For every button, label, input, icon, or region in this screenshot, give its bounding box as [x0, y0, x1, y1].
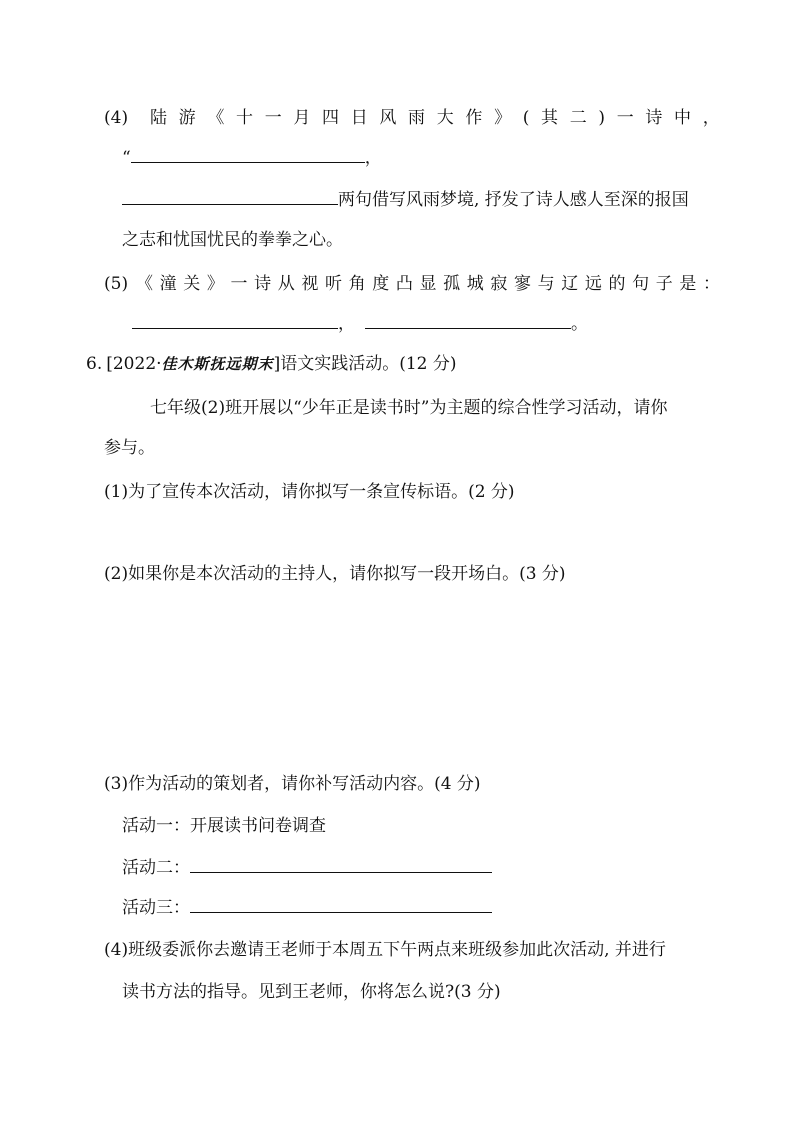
q4-line1 [150, 110, 720, 127]
char: 十 [236, 108, 254, 128]
char: 《 [136, 274, 153, 294]
q6-header [86, 356, 457, 373]
char: 关 [183, 274, 201, 294]
char: 诗 [254, 274, 272, 294]
char: 寥 [514, 274, 531, 294]
comma: ， [364, 148, 382, 168]
activity-2-label: 活动二： [122, 858, 190, 878]
char: 视 [301, 274, 319, 294]
char: 二 [569, 108, 587, 128]
char: 日 [350, 108, 368, 128]
char: 凸 [395, 274, 413, 294]
char: 诗 [645, 108, 663, 128]
char: 从 [277, 274, 295, 294]
char: 作 [465, 108, 483, 128]
answer-blank[interactable] [365, 327, 571, 329]
q6-sub3: (3)作为活动的策划者，请你补写活动内容。(4 分) [104, 774, 481, 794]
char: 度 [372, 274, 390, 294]
char: ) [598, 108, 606, 128]
char: 《 [207, 108, 225, 128]
q4-number: (4) [104, 108, 129, 128]
char: 中 [674, 108, 692, 128]
char: 远 [584, 274, 602, 294]
char: 是 [679, 274, 697, 294]
q6-sub2: (2)如果你是本次活动的主持人，请你拟写一段开场白。(3 分) [104, 564, 566, 584]
char: 游 [178, 108, 196, 128]
q5-line1 [136, 276, 720, 293]
answer-blank[interactable] [190, 871, 492, 873]
answer-blank[interactable] [132, 327, 338, 329]
char: 潼 [159, 274, 177, 294]
char: 风 [379, 108, 397, 128]
char: 月 [293, 108, 311, 128]
open-quote: “ [122, 148, 131, 168]
q6-sub1: (1)为了宣传本次活动，请你拟写一条宣传标语。(2 分) [104, 482, 515, 502]
source-close: ] [273, 354, 281, 374]
q6-sub4-line2: 读书方法的指导。见到王老师，你将怎么说?(3 分) [122, 982, 501, 1002]
answer-blank[interactable] [131, 161, 365, 163]
char: 的 [608, 274, 626, 294]
char: 城 [466, 274, 484, 294]
char: 一 [616, 108, 634, 128]
q4-line3-text: 两句借写风雨梦境, 抒发了诗人感人至深的报国 [338, 190, 689, 210]
q6-intro-line2: 参与。 [104, 438, 155, 458]
char: 子 [655, 274, 673, 294]
activity-3 [122, 900, 492, 917]
q5-number: (5) [104, 274, 129, 294]
char: ： [703, 274, 720, 294]
activity-2 [122, 860, 492, 877]
char: 一 [230, 274, 248, 294]
char: 听 [325, 274, 342, 294]
q6-intro-line1: 七年级(2)班开展以“少年正是读书时”为主题的综合性学习活动，请你 [150, 398, 668, 418]
period: 。 [571, 314, 588, 334]
char: 寂 [490, 274, 508, 294]
q6-number: 6. [86, 354, 103, 374]
char: 》 [494, 108, 512, 128]
comma: ， [338, 314, 355, 334]
char: 孤 [443, 274, 461, 294]
activity-3-label: 活动三： [122, 898, 190, 918]
activity-1: 活动一：开展读书问卷调查 [122, 816, 326, 836]
q4-line4: 之志和忧国忧民的拳拳之心。 [122, 230, 343, 250]
source-open: [2022· [106, 354, 162, 374]
char: 其 [541, 108, 559, 128]
q4-line3 [122, 192, 689, 209]
answer-blank[interactable] [190, 911, 492, 913]
char: 一 [264, 108, 282, 128]
char: 辽 [561, 274, 579, 294]
q5-line2 [132, 316, 588, 333]
char: 大 [436, 108, 454, 128]
char: 角 [348, 274, 366, 294]
char: 陆 [150, 108, 167, 128]
char: 句 [632, 274, 650, 294]
char: 显 [419, 274, 437, 294]
char: 》 [206, 274, 224, 294]
char: 四 [322, 108, 340, 128]
char: ， [702, 108, 720, 128]
q4-line2 [122, 150, 382, 167]
q6-sub4-line1: (4)班级委派你去邀请王老师于本周五下午两点来班级参加此次活动, 并进行 [104, 940, 666, 960]
q6-title: 语文实践活动。(12 分) [280, 354, 457, 374]
char: 雨 [408, 108, 426, 128]
source-label: 佳木斯抚远期末 [161, 355, 274, 373]
answer-blank[interactable] [122, 203, 338, 205]
char: 与 [537, 274, 555, 294]
char: ( [522, 108, 530, 128]
